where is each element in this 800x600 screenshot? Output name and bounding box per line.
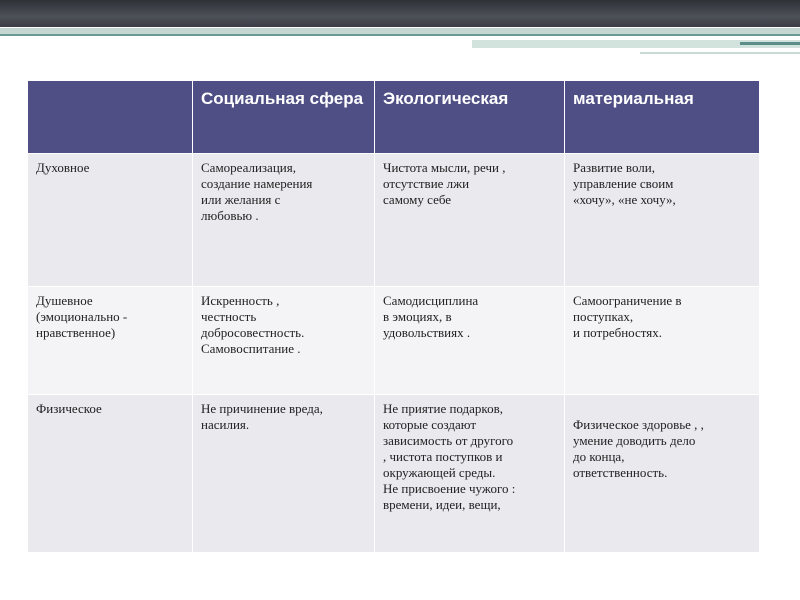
header-corner-cell bbox=[28, 81, 193, 154]
header-ecological: Экологическая bbox=[375, 81, 565, 154]
slide-accent-line bbox=[640, 52, 800, 54]
row-label-emotional: Душевное (эмоционально - нравственное) bbox=[28, 287, 193, 395]
table-header-row bbox=[28, 81, 760, 154]
table-cell: Искренность , честность добросовестность. Самовоспитание . bbox=[193, 287, 375, 395]
slide-accent-line bbox=[740, 42, 800, 45]
header-social-sphere: Социальная сфера bbox=[193, 81, 375, 154]
row-label-physical: Физическое bbox=[28, 395, 193, 553]
table-row bbox=[28, 287, 760, 395]
table-cell: Самодисциплина в эмоциях, в удовольствиях . bbox=[375, 287, 565, 395]
spheres-table bbox=[27, 80, 760, 553]
table-cell: Самоограничение в поступках, и потребностях. bbox=[565, 287, 760, 395]
table-row bbox=[28, 154, 760, 287]
table-cell: Не приятие подарков, которые создают зависимость от другого , чистота поступков и окружающей среды. Не присвоение чужого : времени, идеи, вещи, bbox=[375, 395, 565, 553]
table-cell: Не причинение вреда, насилия. bbox=[193, 395, 375, 553]
table-cell: Развитие воли, управление своим «хочу», «не хочу», bbox=[565, 154, 760, 287]
row-label-spiritual: Духовное bbox=[28, 154, 193, 287]
table-row bbox=[28, 395, 760, 553]
slide-top-band bbox=[0, 0, 800, 27]
slide-accent-line bbox=[0, 34, 800, 36]
table-cell: Чистота мысли, речи , отсутствие лжи самому себе bbox=[375, 154, 565, 287]
table-cell: Самореализация, создание намерения или желания с любовью . bbox=[193, 154, 375, 287]
header-material: материальная bbox=[565, 81, 760, 154]
table-cell: Физическое здоровье , , умение доводить дело до конца, ответственность. bbox=[565, 395, 760, 553]
